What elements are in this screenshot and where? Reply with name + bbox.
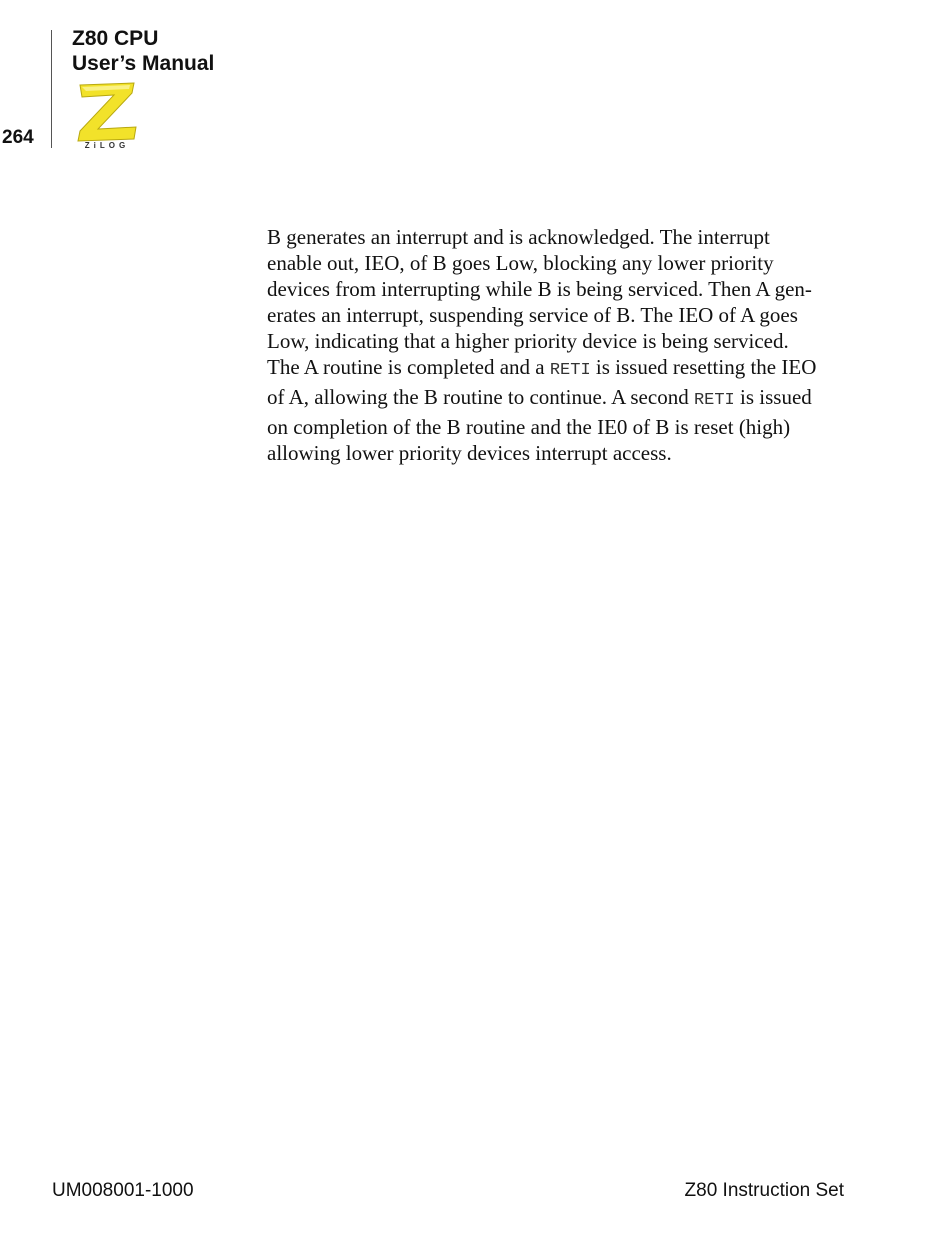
zilog-logo-icon [74, 79, 140, 149]
inline-code: RETI [693, 391, 735, 410]
paragraph-line [267, 250, 847, 276]
paragraph-line [267, 224, 847, 250]
title-line-2: User’s Manual [72, 52, 215, 75]
text-run: erates an interrupt, suspending service of B. The IEO of A goes [267, 303, 798, 327]
inline-code: RETI [549, 361, 591, 380]
paragraph-line [267, 302, 847, 328]
paragraph-line [267, 440, 847, 466]
text-run: on completion of the B routine and the IE0 of B is reset (high) [267, 415, 791, 439]
text-run: allowing lower priority devices interrupt access. [267, 441, 672, 465]
text-run: The A routine is completed and a [267, 355, 550, 379]
body-paragraph [267, 224, 847, 466]
logo-wordmark: ZiLOG [84, 141, 130, 149]
zilog-logo [74, 79, 140, 149]
text-run: of A, allowing the B routine to continue. A second [267, 385, 694, 409]
title-line-1: Z80 CPU [72, 27, 159, 50]
text-run: Low, indicating that a higher priority device is being serviced. [267, 329, 789, 353]
document-title [72, 26, 214, 76]
text-run: is issued resetting the IEO [590, 355, 817, 379]
page-number: 264 [2, 127, 34, 148]
footer-doc-number: UM008001-1000 [52, 1180, 194, 1201]
paragraph-line [267, 384, 847, 414]
paragraph-line [267, 276, 847, 302]
text-run: is issued [734, 385, 812, 409]
header-divider [51, 30, 52, 148]
footer-section-title: Z80 Instruction Set [684, 1180, 844, 1201]
paragraph-line [267, 354, 847, 384]
paragraph-line [267, 414, 847, 440]
text-run: enable out, IEO, of B goes Low, blocking any lower priority [267, 251, 774, 275]
text-run: devices from interrupting while B is being serviced. Then A gen- [267, 277, 812, 301]
paragraph-line [267, 328, 847, 354]
text-run: B generates an interrupt and is acknowledged. The interrupt [267, 225, 770, 249]
